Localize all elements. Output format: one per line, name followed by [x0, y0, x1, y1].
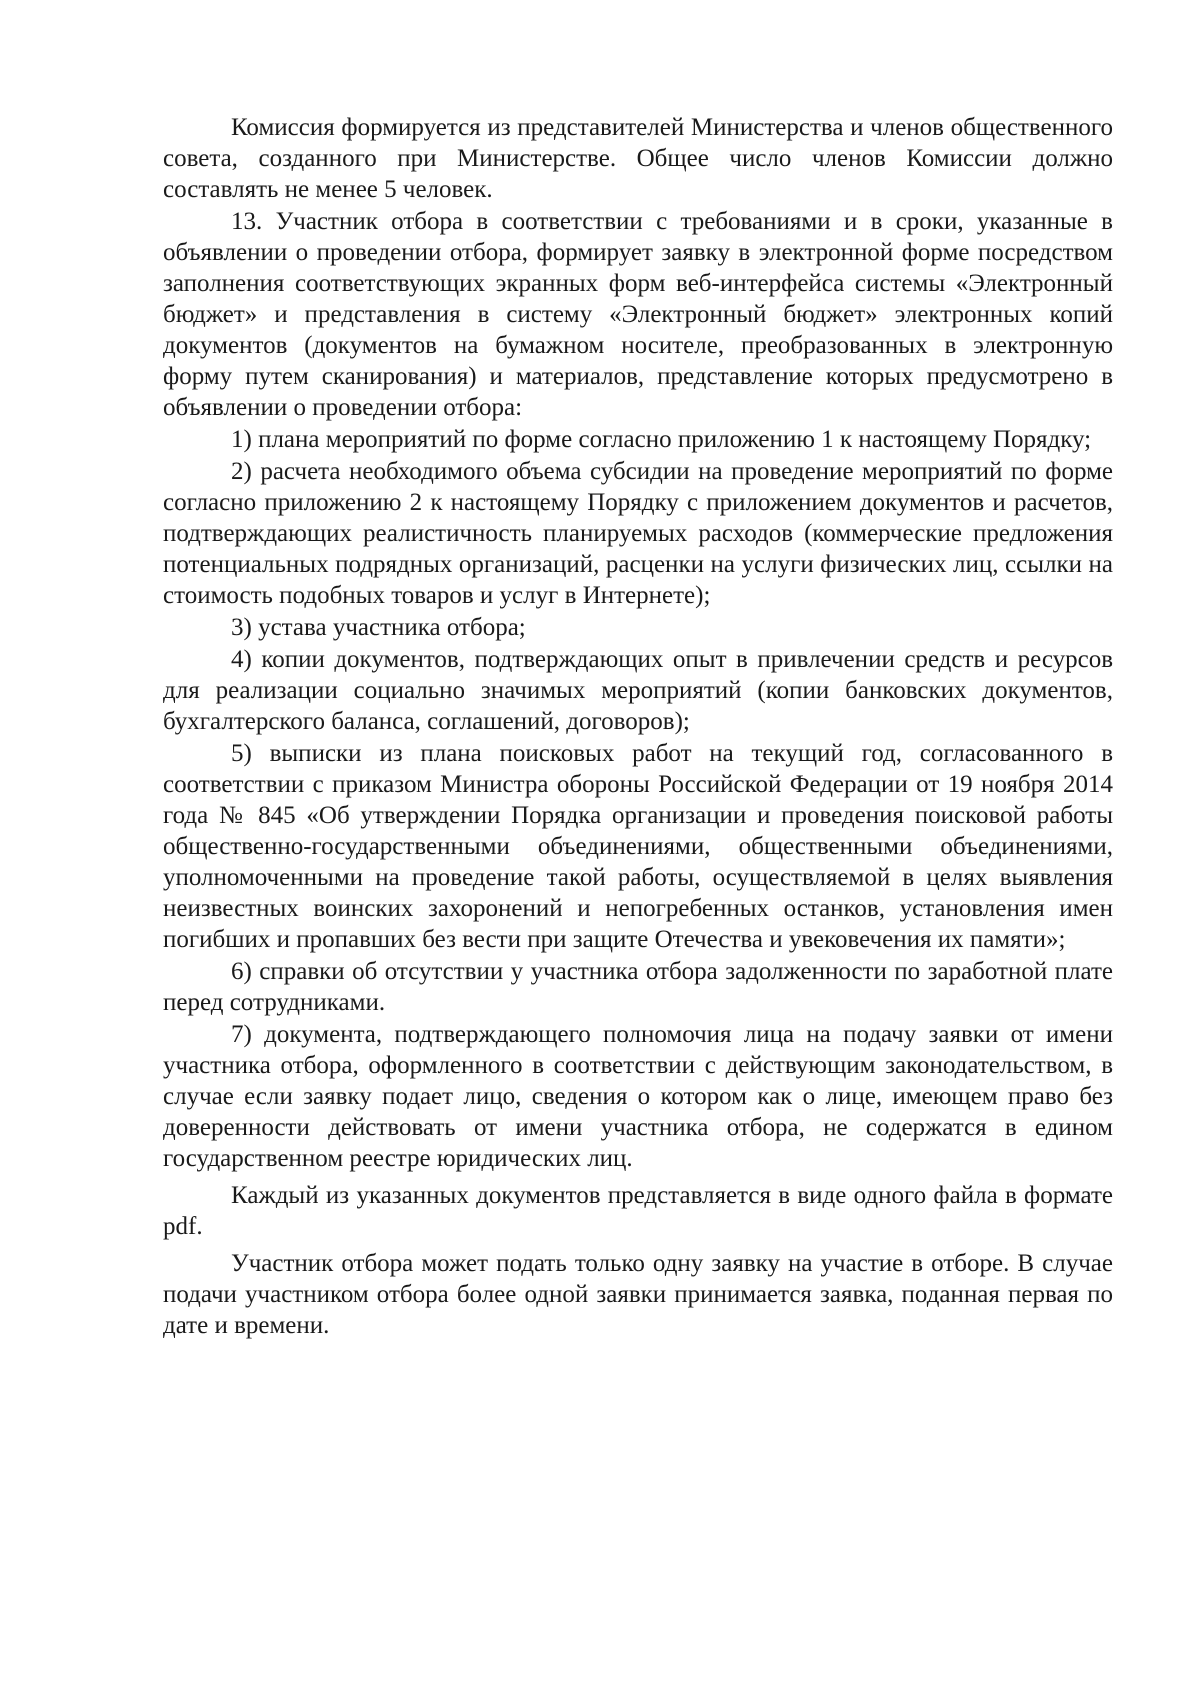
paragraph-pdf-format: Каждый из указанных документов представляется в виде одного файла в формате pdf. — [163, 1182, 1113, 1240]
document-body — [163, 112, 1113, 1342]
paragraph-single-application: Участник отбора может подать только одну заявку на участие в отборе. В случае подачи участником отбора более одной заявки принимается заявка, поданная первая по дате и времени. — [163, 1250, 1113, 1339]
list-item-6: 6) справки об отсутствии у участника отбора задолженности по заработной плате перед сотрудниками. — [163, 958, 1113, 1016]
list-item-5: 5) выписки из плана поисковых работ на текущий год, согласованного в соответствии с приказом Министра обороны Российской Федерации от 19 ноября 2014 года № 845 «Об утверждении Порядка организации и проведения поисковой работы общественно-государственными объединениями, общественными объединениями, уполномоченными на проведение такой работы, осуществляемой в целях выявления неизвестных воинских захоронений и непогребенных останков, установления имен погибших и пропавших без вести при защите Отечества и увековечения их памяти»; — [163, 740, 1113, 953]
paragraph-commission: Комиссия формируется из представителей Министерства и членов общественного совета, созданного при Министерстве. Общее число членов Комиссии должно составлять не менее 5 человек. — [163, 114, 1113, 203]
list-item-7: 7) документа, подтверждающего полномочия лица на подачу заявки от имени участника отбора, оформленного в соответствии с действующим законодательством, в случае если заявку подает лицо, сведения о котором как о лице, имеющем право без доверенности действовать от имени участника отбора, не содержатся в едином государственном реестре юридических лиц. — [163, 1021, 1113, 1172]
list-item-2: 2) расчета необходимого объема субсидии на проведение мероприятий по форме согласно приложению 2 к настоящему Порядку с приложением документов и расчетов, подтверждающих реалистичность планируемых расходов (коммерческие предложения потенциальных подрядных организаций, расценки на услуги физических лиц, ссылки на стоимость подобных товаров и услуг в Интернете); — [163, 458, 1113, 609]
list-item-3: 3) устава участника отбора; — [231, 614, 526, 641]
list-item-1: 1) плана мероприятий по форме согласно приложению 1 к настоящему Порядку; — [231, 426, 1092, 453]
list-item-4: 4) копии документов, подтверждающих опыт в привлечении средств и ресурсов для реализации социально значимых мероприятий (копии банковских документов, бухгалтерского баланса, соглашений, договоров); — [163, 646, 1113, 735]
paragraph-item-13: 13. Участник отбора в соответствии с требованиями и в сроки, указанные в объявлении о проведении отбора, формирует заявку в электронной форме посредством заполнения соответствующих экранных форм веб-интерфейса системы «Электронный бюджет» и представления в систему «Электронный бюджет» электронных копий документов (документов на бумажном носителе, преобразованных в электронную форму путем сканирования) и материалов, представление которых предусмотрено в объявлении о проведении отбора: — [163, 208, 1113, 421]
